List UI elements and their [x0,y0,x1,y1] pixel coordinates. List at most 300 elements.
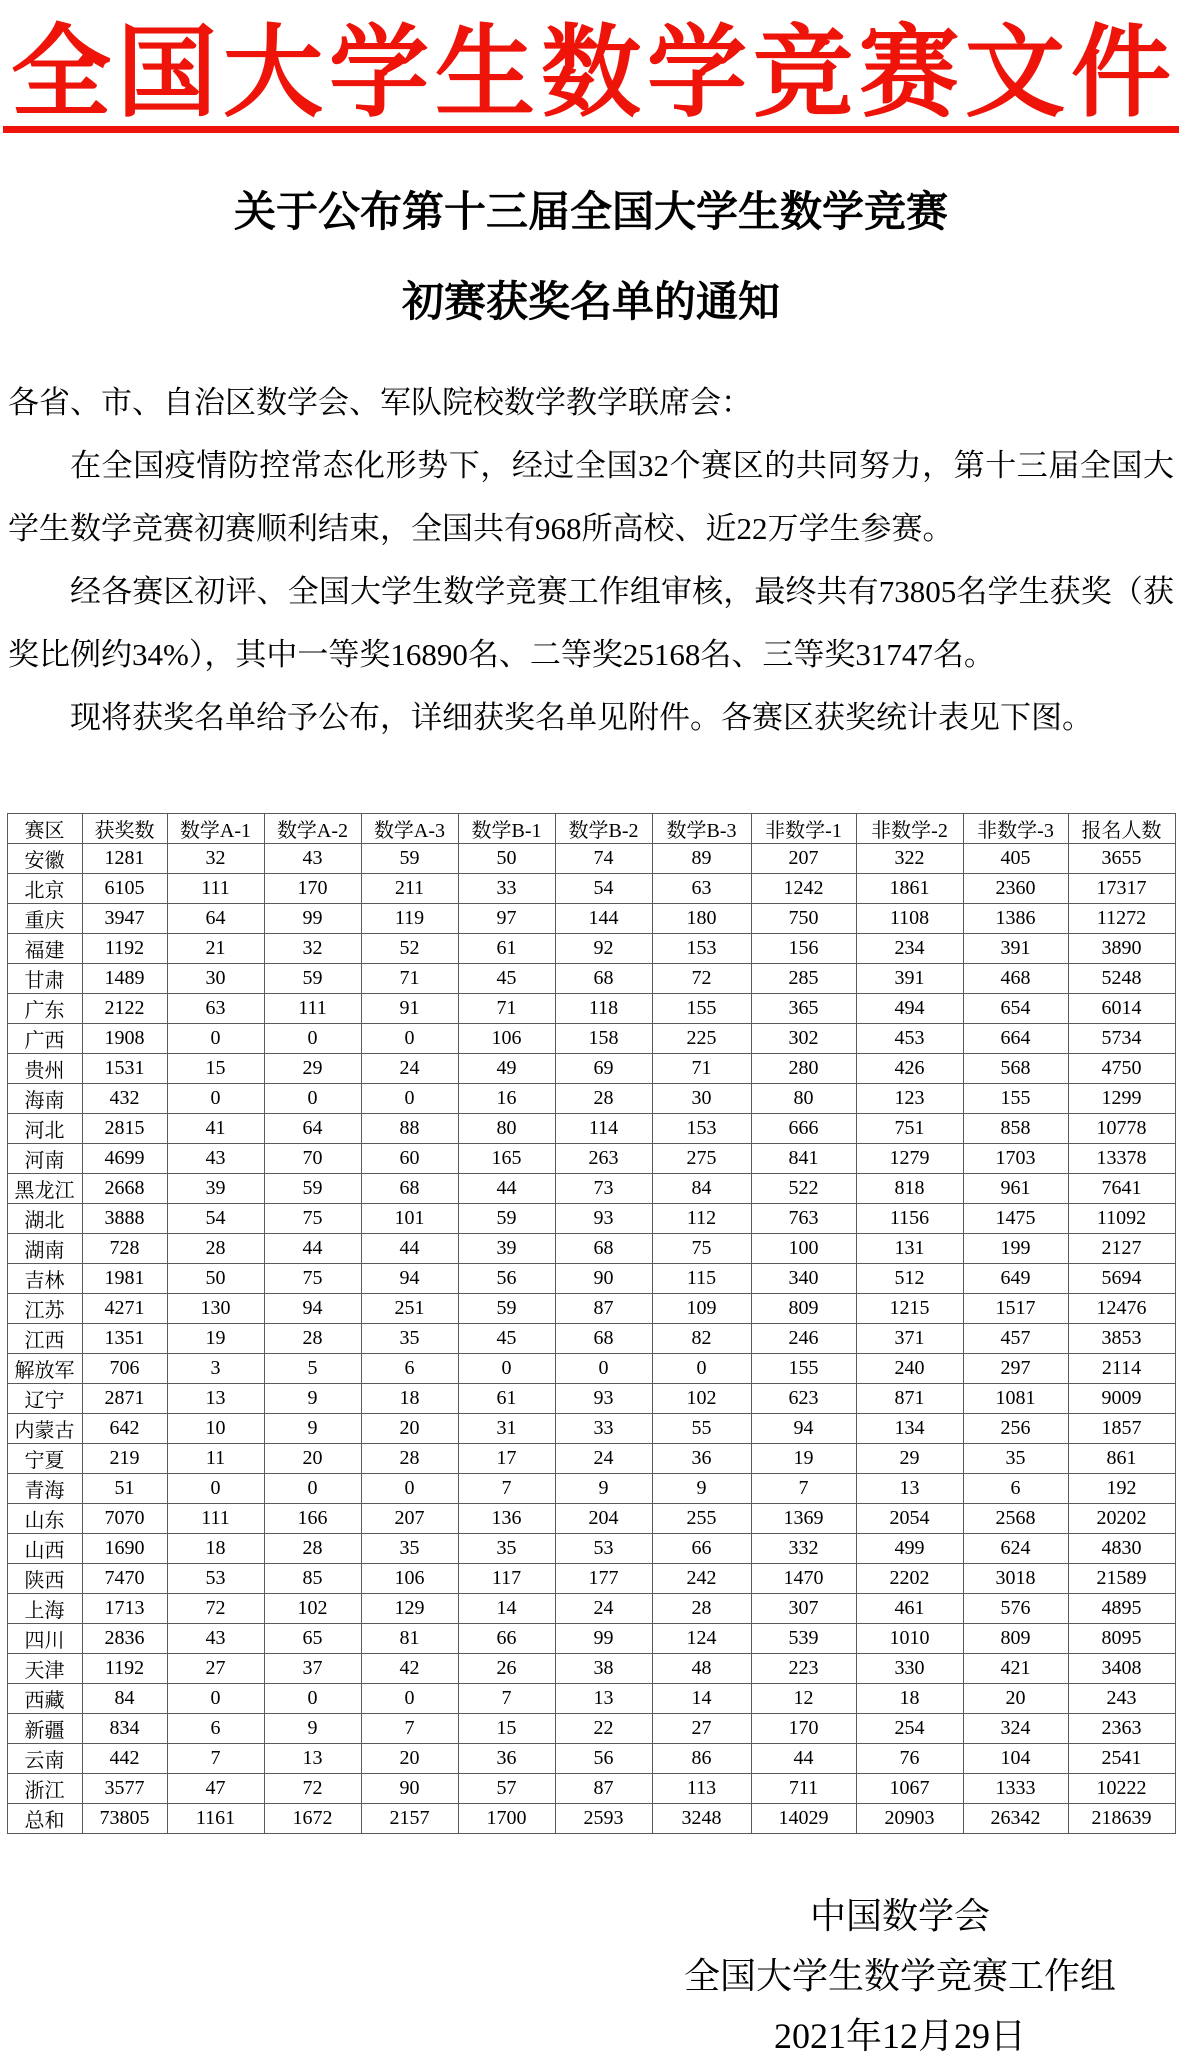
table-cell: 2114 [1068,1354,1175,1384]
table-cell: 1281 [82,844,167,874]
table-cell: 123 [856,1084,963,1114]
table-cell: 43 [264,844,361,874]
column-header: 数学A-2 [264,814,361,844]
table-cell: 1299 [1068,1084,1175,1114]
table-cell: 9 [264,1414,361,1444]
table-row [7,964,1175,994]
table-cell: 35 [458,1534,555,1564]
banner [0,0,1182,133]
table-cell: 234 [856,934,963,964]
table-cell: 32 [264,934,361,964]
table-cell: 102 [264,1594,361,1624]
table-cell: 61 [458,934,555,964]
table-cell: 3248 [652,1804,751,1834]
table-cell: 1010 [856,1624,963,1654]
table-cell: 45 [458,964,555,994]
table-cell: 64 [264,1114,361,1144]
table-cell: 1215 [856,1294,963,1324]
table-cell: 44 [751,1744,856,1774]
table-cell: 80 [751,1084,856,1114]
table-cell: 834 [82,1714,167,1744]
column-header: 非数学-2 [856,814,963,844]
table-cell: 48 [652,1654,751,1684]
table-row [7,1744,1175,1774]
table-cell: 西藏 [7,1684,82,1714]
column-header: 数学A-1 [167,814,264,844]
signature-date: 2021年12月29日 [773,2016,1026,2056]
table-cell: 1703 [963,1144,1068,1174]
table-cell: 2360 [963,874,1068,904]
table-cell: 13 [167,1384,264,1414]
table-cell: 84 [652,1174,751,1204]
table-cell: 35 [361,1324,458,1354]
table-cell: 7 [361,1714,458,1744]
table-cell: 117 [458,1564,555,1594]
table-cell: 21589 [1068,1564,1175,1594]
table-cell: 59 [264,1174,361,1204]
table-cell: 114 [555,1114,652,1144]
award-statistics-table [7,813,1176,1834]
table-cell: 2836 [82,1624,167,1654]
table-cell: 568 [963,1054,1068,1084]
table-cell: 90 [555,1264,652,1294]
table-row [7,1774,1175,1804]
table-cell: 26 [458,1654,555,1684]
table-cell: 33 [458,874,555,904]
table-cell: 69 [555,1054,652,1084]
table-cell: 432 [82,1084,167,1114]
table-cell: 43 [167,1624,264,1654]
table-cell: 1470 [751,1564,856,1594]
table-row [7,1354,1175,1384]
table-cell: 解放军 [7,1354,82,1384]
table-cell: 124 [652,1624,751,1654]
table-cell: 61 [458,1384,555,1414]
table-cell: 275 [652,1144,751,1174]
table-cell: 457 [963,1324,1068,1354]
table-row [7,1804,1175,1834]
table-cell: 12476 [1068,1294,1175,1324]
table-cell: 53 [167,1564,264,1594]
table-cell: 河北 [7,1114,82,1144]
table-cell: 44 [458,1174,555,1204]
table-cell: 522 [751,1174,856,1204]
table-cell: 海南 [7,1084,82,1114]
table-cell: 湖南 [7,1234,82,1264]
table-cell: 70 [264,1144,361,1174]
table-cell: 59 [458,1294,555,1324]
column-header: 赛区 [7,814,82,844]
table-cell: 44 [361,1234,458,1264]
table-cell: 1242 [751,874,856,904]
table-row [7,1144,1175,1174]
table-cell: 426 [856,1054,963,1084]
table-cell: 711 [751,1774,856,1804]
table-cell: 461 [856,1594,963,1624]
table-row [7,1444,1175,1474]
table-cell: 9 [555,1474,652,1504]
table-cell: 1351 [82,1324,167,1354]
table-cell: 818 [856,1174,963,1204]
table-cell: 88 [361,1114,458,1144]
table-cell: 72 [652,964,751,994]
table-cell: 280 [751,1054,856,1084]
table-cell: 332 [751,1534,856,1564]
table-cell: 总和 [7,1804,82,1834]
table-cell: 66 [652,1534,751,1564]
table-cell: 1690 [82,1534,167,1564]
table-cell: 36 [652,1444,751,1474]
table-cell: 155 [652,994,751,1024]
table-cell: 2054 [856,1504,963,1534]
table-cell: 吉林 [7,1264,82,1294]
table-cell: 28 [167,1234,264,1264]
table-cell: 219 [82,1444,167,1474]
table-cell: 809 [963,1624,1068,1654]
table-cell: 3890 [1068,934,1175,964]
table-cell: 7 [167,1744,264,1774]
table-cell: 6014 [1068,994,1175,1024]
table-cell: 131 [856,1234,963,1264]
table-cell: 99 [264,904,361,934]
table-row [7,1624,1175,1654]
table-row [7,1534,1175,1564]
table-cell: 85 [264,1564,361,1594]
table-cell: 1981 [82,1264,167,1294]
table-cell: 111 [167,1504,264,1534]
table-row [7,1564,1175,1594]
table-cell: 5 [264,1354,361,1384]
table-cell: 858 [963,1114,1068,1144]
table-cell: 654 [963,994,1068,1024]
table-cell: 225 [652,1024,751,1054]
table-cell: 642 [82,1414,167,1444]
table-cell: 14 [458,1594,555,1624]
table-cell: 166 [264,1504,361,1534]
table-cell: 四川 [7,1624,82,1654]
table-row [7,1654,1175,1684]
table-cell: 12 [751,1684,856,1714]
table-cell: 2157 [361,1804,458,1834]
table-row [7,1714,1175,1744]
table-cell: 2122 [82,994,167,1024]
table-cell: 1067 [856,1774,963,1804]
column-header: 数学B-3 [652,814,751,844]
table-cell: 37 [264,1654,361,1684]
column-header: 报名人数 [1068,814,1175,844]
table-cell: 242 [652,1564,751,1594]
table-cell: 50 [458,844,555,874]
table-cell: 861 [1068,1444,1175,1474]
table-cell: 539 [751,1624,856,1654]
table-cell: 7470 [82,1564,167,1594]
table-cell: 44 [264,1234,361,1264]
table-cell: 51 [82,1474,167,1504]
table-cell: 江西 [7,1324,82,1354]
table-cell: 93 [555,1384,652,1414]
table-cell: 144 [555,904,652,934]
table-cell: 20903 [856,1804,963,1834]
column-header: 数学A-3 [361,814,458,844]
table-cell: 1531 [82,1054,167,1084]
table-cell: 0 [167,1024,264,1054]
table-cell: 240 [856,1354,963,1384]
table-cell: 1161 [167,1804,264,1834]
table-cell: 0 [361,1084,458,1114]
table-cell: 365 [751,994,856,1024]
table-cell: 809 [751,1294,856,1324]
table-cell: 26342 [963,1804,1068,1834]
table-cell: 71 [458,994,555,1024]
table-cell: 6105 [82,874,167,904]
table-cell: 9 [264,1714,361,1744]
table-header-row [7,814,1175,844]
table-cell: 3577 [82,1774,167,1804]
table-row [7,934,1175,964]
table-row [7,994,1175,1024]
table-cell: 421 [963,1654,1068,1684]
table-cell: 8095 [1068,1624,1175,1654]
table-cell: 辽宁 [7,1384,82,1414]
table-cell: 1700 [458,1804,555,1834]
table-row [7,904,1175,934]
table-cell: 71 [652,1054,751,1084]
table-cell: 38 [555,1654,652,1684]
table-cell: 75 [264,1264,361,1294]
table-cell: 0 [264,1084,361,1114]
table-cell: 134 [856,1414,963,1444]
table-cell: 安徽 [7,844,82,874]
table-row [7,844,1175,874]
table-cell: 156 [751,934,856,964]
table-cell: 99 [555,1624,652,1654]
table-cell: 50 [167,1264,264,1294]
table-cell: 湖北 [7,1204,82,1234]
table-cell: 山东 [7,1504,82,1534]
table-row [7,1414,1175,1444]
table-cell: 2871 [82,1384,167,1414]
table-cell: 1861 [856,874,963,904]
table-cell: 青海 [7,1474,82,1504]
table-cell: 7 [458,1684,555,1714]
table-cell: 28 [361,1444,458,1474]
table-cell: 21 [167,934,264,964]
table-cell: 129 [361,1594,458,1624]
table-cell: 47 [167,1774,264,1804]
table-cell: 4830 [1068,1534,1175,1564]
table-cell: 750 [751,904,856,934]
table-cell: 207 [751,844,856,874]
table-cell: 35 [963,1444,1068,1474]
table-cell: 甘肃 [7,964,82,994]
table-cell: 1333 [963,1774,1068,1804]
table-cell: 112 [652,1204,751,1234]
table-cell: 72 [167,1594,264,1624]
table-row [7,1174,1175,1204]
table-cell: 1192 [82,1654,167,1684]
table-row [7,1474,1175,1504]
table-cell: 94 [264,1294,361,1324]
table-cell: 0 [652,1354,751,1384]
table-cell: 0 [264,1684,361,1714]
table-cell: 1713 [82,1594,167,1624]
table-row [7,1684,1175,1714]
table-cell: 59 [264,964,361,994]
table-cell: 706 [82,1354,167,1384]
table-cell: 27 [652,1714,751,1744]
table-cell: 0 [361,1024,458,1054]
table-cell: 10 [167,1414,264,1444]
table-cell: 80 [458,1114,555,1144]
table-cell: 9009 [1068,1384,1175,1414]
table-cell: 106 [458,1024,555,1054]
table-cell: 32 [167,844,264,874]
table-cell: 624 [963,1534,1068,1564]
table-cell: 158 [555,1024,652,1054]
table-cell: 19 [167,1324,264,1354]
table-cell: 14 [652,1684,751,1714]
table-cell: 28 [652,1594,751,1624]
table-cell: 3018 [963,1564,1068,1594]
table-row [7,874,1175,904]
table-cell: 0 [167,1684,264,1714]
table-cell: 28 [264,1324,361,1354]
table-cell: 297 [963,1354,1068,1384]
table-cell: 1279 [856,1144,963,1174]
table-cell: 江苏 [7,1294,82,1324]
table-cell: 340 [751,1264,856,1294]
table-cell: 7 [458,1474,555,1504]
table-cell: 24 [555,1444,652,1474]
table-cell: 56 [458,1264,555,1294]
table-cell: 1857 [1068,1414,1175,1444]
table-cell: 84 [82,1684,167,1714]
table-row [7,1324,1175,1354]
table-cell: 河南 [7,1144,82,1174]
table-cell: 6 [167,1714,264,1744]
table-cell: 13 [856,1474,963,1504]
table-cell: 18 [167,1534,264,1564]
table-cell: 20 [361,1414,458,1444]
table-cell: 0 [264,1024,361,1054]
table-cell: 13 [555,1684,652,1714]
table-cell: 961 [963,1174,1068,1204]
table-cell: 371 [856,1324,963,1354]
table-cell: 1517 [963,1294,1068,1324]
table-cell: 重庆 [7,904,82,934]
table-cell: 102 [652,1384,751,1414]
table-cell: 0 [167,1084,264,1114]
table-cell: 119 [361,904,458,934]
table-cell: 63 [652,874,751,904]
table-cell: 75 [264,1204,361,1234]
table-cell: 87 [555,1294,652,1324]
table-cell: 155 [963,1084,1068,1114]
table-cell: 442 [82,1744,167,1774]
table-cell: 11 [167,1444,264,1474]
table-cell: 81 [361,1624,458,1654]
table-cell: 30 [652,1084,751,1114]
table-cell: 251 [361,1294,458,1324]
table-cell: 6 [361,1354,458,1384]
table-cell: 10778 [1068,1114,1175,1144]
table-cell: 66 [458,1624,555,1654]
table-cell: 52 [361,934,458,964]
table-cell: 666 [751,1114,856,1144]
table-cell: 27 [167,1654,264,1684]
table-cell: 15 [458,1714,555,1744]
table-cell: 76 [856,1744,963,1774]
table-cell: 54 [555,874,652,904]
table-row [7,1294,1175,1324]
table-row [7,1024,1175,1054]
table-cell: 浙江 [7,1774,82,1804]
table-cell: 3655 [1068,844,1175,874]
table-cell: 106 [361,1564,458,1594]
signer-organization-2: 全国大学生数学竞赛工作组 [683,1956,1116,1996]
table-cell: 65 [264,1624,361,1654]
table-cell: 218639 [1068,1804,1175,1834]
table-cell: 0 [361,1474,458,1504]
table-cell: 1108 [856,904,963,934]
table-cell: 2815 [82,1114,167,1144]
table-row [7,1264,1175,1294]
table-cell: 0 [264,1474,361,1504]
table-cell: 1672 [264,1804,361,1834]
table-cell: 13 [264,1744,361,1774]
table-cell: 北京 [7,874,82,904]
table-cell: 18 [856,1684,963,1714]
table-cell: 246 [751,1324,856,1354]
table-body [7,844,1175,1834]
table-cell: 13378 [1068,1144,1175,1174]
table-cell: 39 [458,1234,555,1264]
table-cell: 28 [555,1084,652,1114]
table-cell: 49 [458,1054,555,1084]
paragraph-3: 现将获奖名单给予公布，详细获奖名单见附件。各赛区获奖统计表见下图。 [70,700,1093,735]
table-cell: 71 [361,964,458,994]
table-cell: 4271 [82,1294,167,1324]
table-cell: 391 [856,964,963,994]
table-cell: 31 [458,1414,555,1444]
table-cell: 223 [751,1654,856,1684]
table-cell: 94 [361,1264,458,1294]
table-cell: 云南 [7,1744,82,1774]
table-cell: 74 [555,844,652,874]
table-cell: 97 [458,904,555,934]
table-cell: 243 [1068,1684,1175,1714]
table-cell: 1156 [856,1204,963,1234]
table-cell: 20 [963,1684,1068,1714]
table-cell: 16 [458,1084,555,1114]
table-cell: 3888 [82,1204,167,1234]
table-cell: 20 [264,1444,361,1474]
table-cell: 101 [361,1204,458,1234]
table-cell: 7641 [1068,1174,1175,1204]
table-cell: 728 [82,1234,167,1264]
table-cell: 153 [652,934,751,964]
table-cell: 3 [167,1354,264,1384]
table-cell: 170 [751,1714,856,1744]
table-cell: 上海 [7,1594,82,1624]
table-row [7,1084,1175,1114]
table-cell: 204 [555,1504,652,1534]
table-cell: 6 [963,1474,1068,1504]
table-cell: 18 [361,1384,458,1414]
table-cell: 86 [652,1744,751,1774]
table-cell: 68 [555,1324,652,1354]
table-cell: 2363 [1068,1714,1175,1744]
